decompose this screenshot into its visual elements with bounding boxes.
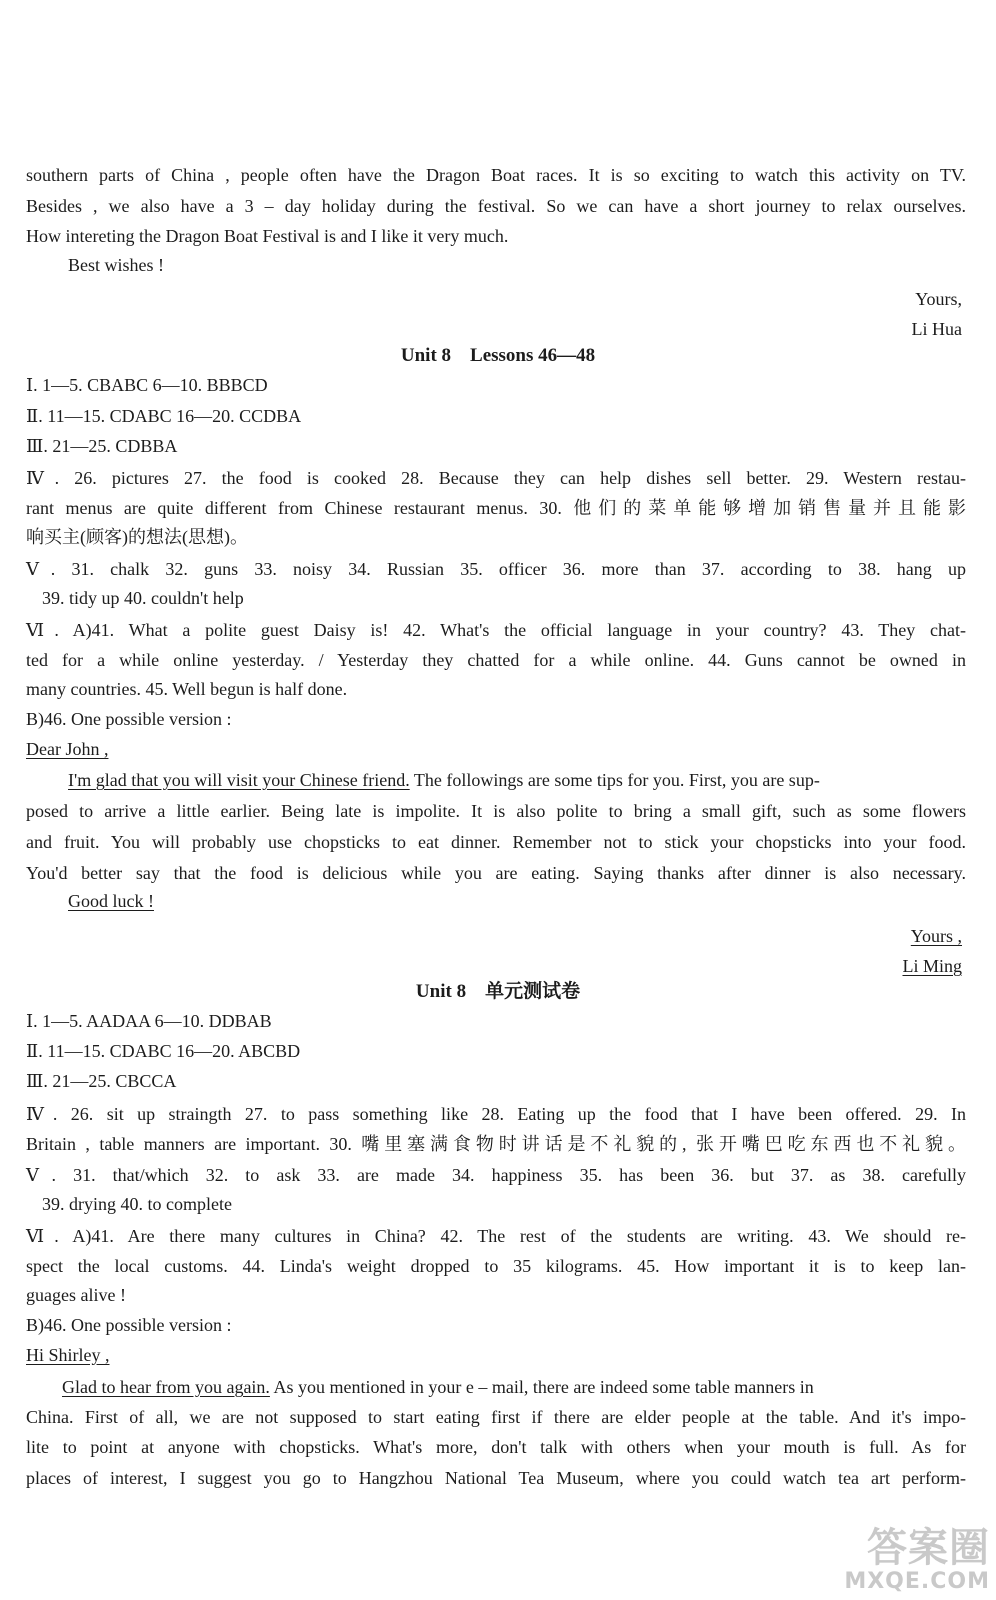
closing-text: Yours , (910, 926, 962, 946)
letter-line: and fruit. You will probably use chopsticks to eat dinner. Remember not to stick your chopsticks into your food. (26, 832, 966, 852)
letter-text: As you mentioned in your e – mail, there are indeed some table manners in (269, 1377, 814, 1397)
section-heading-unit-test: Unit 8 单元测试卷 (415, 981, 581, 1002)
answer-line: Ⅰ. 1—5. AADAA 6—10. DDBAB (26, 1011, 272, 1031)
letter-text: The followings are some tips for you. First, you are sup- (409, 770, 820, 790)
answer-line: Ⅳ. 26. pictures 27. the food is cooked 28. Because they can help dishes sell better. 29. Western restau- (26, 468, 966, 488)
answer-line: Ⅲ. 21—25. CBCCA (26, 1071, 177, 1091)
letter-line: southern parts of China , people often have the Dragon Boat races. It is so exciting to watch this activity on TV. (26, 165, 966, 185)
greeting-text: Hi Shirley , (26, 1345, 110, 1365)
answer-line: Ⅰ. 1—5. CBABC 6—10. BBBCD (26, 375, 268, 395)
topic-sentence: Glad to hear from you again. (62, 1377, 270, 1397)
answer-line: guages alive ! (26, 1285, 126, 1305)
answer-line: Ⅵ. A)41. Are there many cultures in China? 42. The rest of the students are writing. 43. We should re- (26, 1226, 966, 1246)
letter-line: You'd better say that the food is delicious while you are eating. Saying thanks after dinner is also necessary. (26, 863, 966, 883)
answer-line: B)46. One possible version : (26, 709, 232, 729)
greeting-text: Dear John , (26, 739, 109, 759)
answer-line: Ⅵ. A)41. What a polite guest Daisy is! 42. What's the official language in your country? 43. They chat- (26, 620, 966, 640)
answer-line: ted for a while online yesterday. / Yesterday they chatted for a while online. 44. Guns cannot be owned in (26, 650, 966, 670)
watermark-logo (844, 1526, 990, 1594)
answer-line: 39. tidy up 40. couldn't help (42, 588, 244, 608)
letter-line: posed to arrive a little earlier. Being late is impolite. It is also polite to bring a small gift, such as some flowers (26, 801, 966, 821)
signature-text: Li Ming (902, 956, 962, 976)
letter-greeting (26, 1340, 966, 1370)
letter-line: places of interest, I suggest you go to Hangzhou National Tea Museum, where you could watch tea art perform- (26, 1468, 966, 1488)
topic-sentence: I'm glad that you will visit your Chinese friend. (68, 770, 410, 790)
answer-line: Ⅴ. 31. that/which 32. to ask 33. are made 34. happiness 35. has been 36. but 37. as 38. carefully (26, 1165, 966, 1185)
letter-line: China. First of all, we are not supposed to start eating first if there are elder people at the table. And it's impo- (26, 1407, 966, 1427)
letter-luck (68, 886, 966, 916)
answer-line: Ⅲ. 21—25. CDBBA (26, 436, 178, 456)
letter-signature: Li Hua (911, 319, 962, 339)
answer-line: spect the local customs. 44. Linda's weight dropped to 35 kilograms. 45. How important it is to keep lan- (26, 1256, 966, 1276)
letter-line (68, 765, 966, 795)
answer-line: 响买主(顾客)的想法(思想)。 (26, 527, 248, 547)
letter-closing (911, 921, 962, 951)
answer-line: B)46. One possible version : (26, 1315, 232, 1335)
letter-line (62, 1372, 966, 1402)
answer-line: 39. drying 40. to complete (42, 1194, 232, 1214)
answer-line: many countries. 45. Well begun is half done. (26, 679, 348, 699)
answer-line: Britain , table manners are important. 30. 嘴里塞满食物时讲话是不礼貌的, 张开嘴巴吃东西也不礼貌。 (26, 1134, 966, 1154)
letter-wishes: Best wishes ! (68, 255, 164, 275)
letter-line: How intereting the Dragon Boat Festival is and I like it very much. (26, 226, 509, 246)
answer-line: Ⅳ. 26. sit up straingth 27. to pass something like 28. Eating up the food that I have been offered. 29. In (26, 1104, 966, 1124)
answer-line: Ⅴ. 31. chalk 32. guns 33. noisy 34. Russian 35. officer 36. more than 37. according to 38. hang up (26, 559, 966, 579)
section-heading-lessons: Unit 8 Lessons 46—48 (400, 345, 596, 366)
watermark-chinese: 答案圈 (867, 1525, 990, 1571)
watermark-url: MXQE.COM (844, 1569, 990, 1594)
letter-greeting (26, 734, 966, 764)
letter-line: Besides , we also have a 3 – day holiday during the festival. So we can have a short journey to relax ourselves. (26, 196, 966, 216)
answer-line: Ⅱ. 11—15. CDABC 16—20. ABCBD (26, 1041, 301, 1061)
answer-line: Ⅱ. 11—15. CDABC 16—20. CCDBA (26, 406, 302, 426)
letter-closing: Yours, (915, 289, 962, 309)
good-luck-text: Good luck ! (68, 891, 154, 911)
letter-line: lite to point at anyone with chopsticks. What's more, don't talk with others when your mouth is full. As for (26, 1437, 966, 1457)
answer-line: rant menus are quite different from Chinese restaurant menus. 30. 他们的菜单能够增加销售量并且能影 (26, 498, 966, 518)
